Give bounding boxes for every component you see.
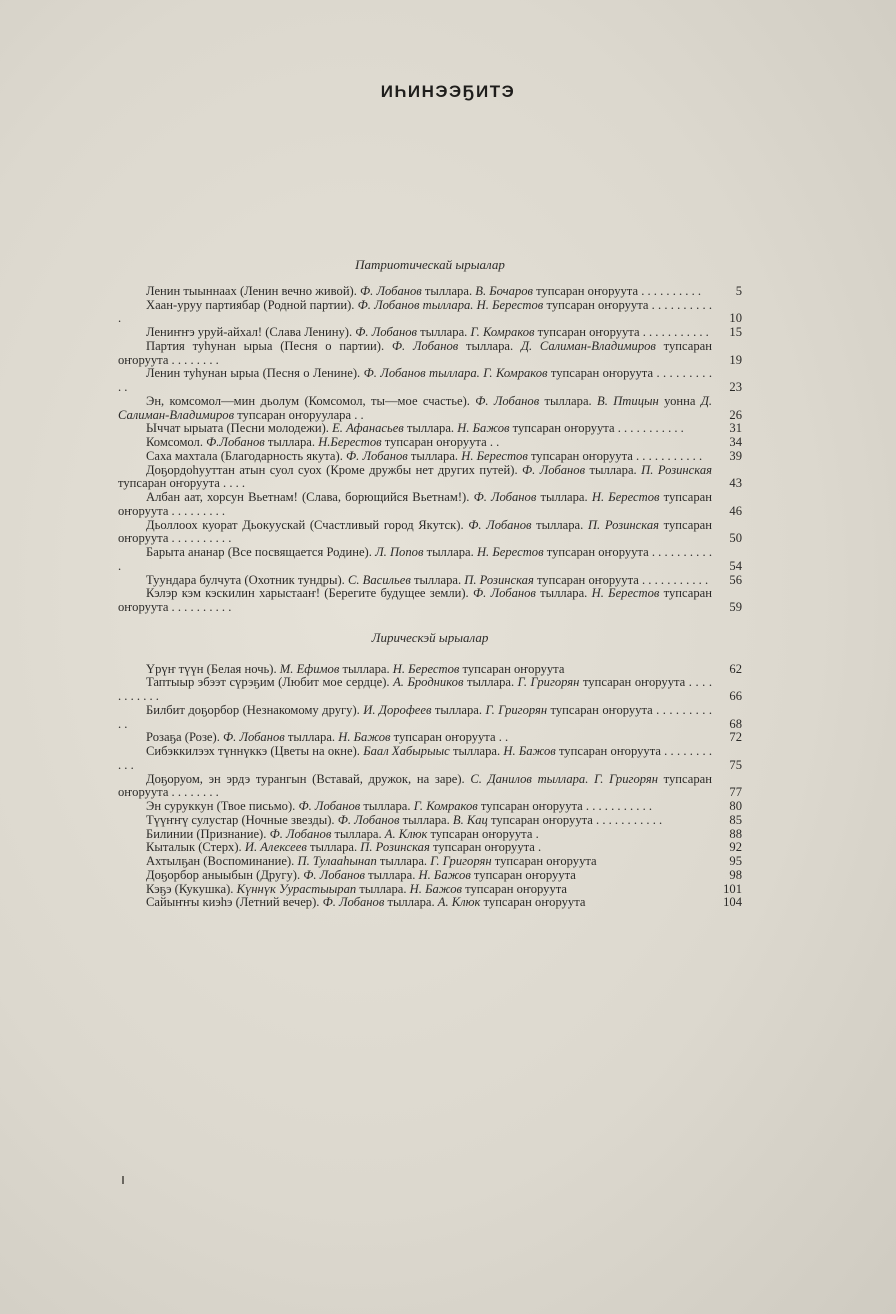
entry-text-part: тупсаран оҥоруута . . . . . . . . . . . — [533, 572, 709, 587]
entry-text-part: тупсаран оҥоруулара . . — [234, 407, 364, 422]
entry-author: Ф. Лобанов — [473, 586, 536, 601]
section-title: Патриотическай ырыалар — [355, 257, 505, 272]
entry-text-part: Ленин тыыннаах (Ленин вечно живой). — [146, 283, 361, 298]
entry-title — [118, 883, 718, 897]
entry-text-part: Ыччат ырыата (Песни молодежи). — [146, 421, 333, 436]
entry-page-number: 66 — [729, 689, 742, 703]
entry-author: Баал Хабырыыс — [363, 744, 450, 758]
entry-author: А. Клюк — [384, 826, 428, 841]
entry-author: Г. Комраков — [470, 325, 535, 339]
entry-author: Д. Салиман-Владимиров — [520, 338, 656, 353]
entry-text-part: Доҕордоһууттан атын суол суох (Кроме дружбы нет других путей). — [146, 462, 523, 477]
entry-author: Ф. Лобанов — [269, 826, 332, 841]
toc-entry — [118, 587, 742, 615]
toc-entry — [118, 422, 742, 436]
entry-text-part: тупсаран оҥоруута — [461, 881, 567, 896]
entry-text-part: тупсаран оҥоруута . . — [381, 435, 500, 449]
entry-text-part: тупсаран оҥоруута . . . . . . . . . — [118, 490, 712, 518]
entry-author: Ф.Лобанов — [206, 435, 265, 449]
entry-page-number: 92 — [729, 840, 742, 855]
entry-author: Ф. Лобанов — [298, 799, 361, 813]
section-lyrical — [118, 631, 742, 910]
entry-author: Ф. Лобанов — [475, 393, 540, 408]
entry-author: Ф. Лобанов — [346, 448, 408, 463]
entry-text-part: Ленин туһунан ырыа (Песня о Ленине). — [146, 366, 364, 381]
entry-page-number: 62 — [729, 661, 742, 676]
entry-text-part: тыллара. — [264, 435, 319, 449]
entry-text-part: тыллара. — [356, 881, 410, 896]
toc-entry — [118, 704, 742, 732]
toc-entry — [118, 450, 742, 464]
entry-text-part: Дьоллоох куорат Дьокуускай (Счастливый город Якутск). — [146, 517, 469, 532]
entry-page-number: 104 — [723, 895, 742, 910]
toc-entry — [118, 828, 742, 842]
entry-text-part: тыллара. — [331, 826, 385, 841]
entry-title — [118, 841, 718, 855]
entry-author: Г. Комраков — [413, 799, 478, 813]
entry-title — [118, 855, 718, 869]
entry-author: П. Розинская — [464, 572, 534, 587]
section-title: Лирическэй ырыалар — [371, 629, 489, 645]
entry-author: Н. Бажов — [503, 744, 556, 758]
entry-title — [118, 519, 718, 547]
entry-author: П. Розинская — [360, 840, 430, 855]
entry-title — [118, 299, 718, 327]
entry-text-part: тыллара. — [384, 895, 438, 910]
toc-entry — [118, 574, 742, 588]
entry-page-number: 5 — [735, 283, 742, 298]
entry-page-number: 39 — [729, 448, 742, 463]
entry-author: Н.Берестов — [318, 435, 382, 449]
toc-entry — [118, 676, 742, 704]
entry-text-part: тыллара. — [449, 744, 504, 758]
entry-text-part: тупсаран оҥоруута . . . . . . . . . . . — [487, 812, 663, 827]
toc-entry — [118, 773, 742, 801]
entry-text-part: тупсаран оҥоруута — [470, 867, 576, 882]
entry-title — [118, 367, 718, 395]
entry-author: Г. Григорян — [485, 702, 548, 717]
entry-text-part: Албан аат, хорсун Вьетнам! (Слава, борющийся Вьетнам!). — [146, 490, 474, 504]
entry-title — [118, 773, 718, 801]
entry-text-part: тыллара. — [536, 490, 592, 504]
entry-title — [118, 663, 718, 677]
entry-text-part: Хаан-уруу партиябар (Родной партии). — [146, 297, 358, 312]
toc-entry — [118, 731, 742, 745]
entry-page-number: 50 — [729, 531, 742, 546]
entry-author: Ф. Лобанов тыллара. Г. Комраков — [363, 366, 548, 381]
toc-entry — [118, 326, 742, 340]
entry-title — [118, 464, 718, 492]
entry-text-part: Түүҥҥү сулустар (Ночные звезды). — [146, 812, 338, 827]
entry-author: Н. Берестов — [392, 661, 460, 676]
entry-title — [118, 326, 718, 340]
entry-text-part: Партия туһунан ырыа (Песня о партии). — [146, 338, 392, 353]
entry-author: Н. Бажов — [457, 421, 510, 436]
entry-author: Д. Салиман-Владимиров — [118, 393, 712, 422]
entry-author: Ф. Лобанов — [337, 812, 400, 827]
toc-entry — [118, 436, 742, 450]
entry-author: Г. Григорян — [430, 854, 492, 868]
entry-text-part: Сайыҥҥы киэһэ (Летний вечер). — [146, 895, 323, 910]
entry-author: Ф. Лобанов — [355, 325, 417, 339]
toc-entry — [118, 896, 742, 910]
entry-text-part: тупсаран оҥоруута . . . . . . . . . . . — [534, 325, 709, 339]
table-of-contents — [118, 258, 742, 910]
entry-text-part: Розаҕа (Розе). — [146, 730, 224, 745]
toc-entry — [118, 491, 742, 519]
toc-entry — [118, 663, 742, 677]
entry-page-number: 19 — [729, 352, 742, 367]
entry-text-part: тыллара. — [407, 448, 462, 463]
entry-author: Ф. Лобанов — [468, 517, 532, 532]
entry-text-part: тупсаран оҥоруута . . . . . . . . — [118, 771, 713, 800]
toc-entry — [118, 367, 742, 395]
entry-text-part: Лениҥҥэ уруй-айхал! (Слава Ленину). — [146, 325, 356, 339]
entry-author: А. Клюк — [437, 895, 481, 910]
entry-text-part: тыллара. — [376, 854, 431, 868]
entry-text-part: тыллара. — [585, 462, 642, 477]
toc-entry — [118, 745, 742, 773]
toc-entry — [118, 464, 742, 492]
entry-title — [118, 800, 718, 814]
entry-author: Г. Григорян — [517, 675, 580, 690]
entry-title — [118, 395, 718, 423]
entry-text-part: тупсаран оҥоруута . . . . . . . . . . . — [118, 675, 712, 703]
entry-page-number: 56 — [729, 572, 742, 587]
entry-text-part: Сибэккилээх түннүккэ (Цветы на окне). — [146, 744, 364, 758]
entry-title — [118, 574, 718, 588]
entry-author: С. Данилов тыллара. Г. Григорян — [470, 771, 658, 786]
toc-entry — [118, 285, 742, 299]
toc-entry — [118, 814, 742, 828]
entry-author: П. Тулааһынап — [297, 854, 377, 868]
entry-text-part: Доҕоруом, эн эрдэ турангын (Вставай, дружок, на заре). — [146, 771, 471, 786]
entry-text-part: Ахтылҕан (Воспоминание). — [146, 854, 298, 868]
entry-text-part: тупсаран оҥоруута . . . . . . . . . . — [118, 586, 712, 614]
entry-text-part: тыллара. — [284, 730, 339, 745]
entry-author: Л. Попов — [375, 545, 424, 559]
entry-author: М. Ефимов — [279, 661, 340, 676]
entry-text-part: Барыта ананар (Все посвящается Родине). — [146, 545, 376, 559]
entry-title — [118, 869, 718, 883]
entry-text-part: Саха махтала (Благодарность якута). — [146, 448, 347, 463]
entry-text-part: тыллара. — [360, 799, 414, 813]
toc-entry — [118, 841, 742, 855]
entry-text-part: Комсомол. — [146, 435, 207, 449]
entry-title — [118, 704, 718, 732]
entry-title — [118, 676, 718, 704]
entry-text-part: тыллара. — [463, 675, 518, 690]
entry-text-part: Таптыыр эбээт сүрэҕим (Любит мое сердце). — [146, 675, 394, 690]
toc-entry — [118, 299, 742, 327]
entry-author: И. Дорофеев — [363, 702, 432, 717]
entry-page-number: 31 — [729, 421, 742, 436]
entry-page-number: 75 — [729, 757, 742, 772]
entry-page-number: 10 — [729, 311, 742, 326]
entry-text-part: Доҕорбор аныыбын (Другу). — [146, 867, 304, 882]
entry-page-number: 68 — [729, 716, 742, 731]
entry-author: Н. Бажов — [338, 730, 391, 745]
entry-text-part: тупсаран оҥоруута . . . . . . . . . . . — [477, 799, 653, 813]
entry-page-number: 72 — [729, 730, 742, 745]
entry-author: Н. Берестов — [591, 586, 660, 601]
entry-page-number: 15 — [729, 325, 742, 339]
entry-text-part: Кыталык (Стерх). — [146, 840, 245, 855]
entry-author: Күннүк Уурастыырап — [236, 881, 357, 896]
toc-entry — [118, 869, 742, 883]
entry-author: П. Розинская — [587, 517, 659, 532]
entry-title — [118, 491, 718, 519]
entry-text-part: тупсаран оҥоруута . . . . . . . . — [118, 338, 712, 367]
entry-author: А. Бродников — [393, 675, 464, 690]
section-patriotic — [118, 258, 742, 615]
entry-page-number: 26 — [729, 407, 742, 422]
entry-text-part: уонна — [658, 393, 701, 408]
entry-text-part: Эн суруккун (Твое письмо). — [146, 799, 299, 813]
entry-page-number: 77 — [729, 785, 742, 800]
entry-page-number: 43 — [729, 476, 742, 491]
entry-title — [118, 814, 718, 828]
entry-text-part: тупсаран оҥоруута . . . . . . . . . . . — [118, 366, 713, 394]
entry-text-part: тыллара. — [539, 393, 598, 408]
entry-title — [118, 546, 718, 574]
toc-entry — [118, 546, 742, 574]
entry-text-part: тыллара. — [417, 325, 471, 339]
entry-page-number: 23 — [729, 380, 742, 394]
entry-author: П. Розинская — [641, 462, 712, 477]
entry-author: Ф. Лобанов — [360, 283, 422, 298]
page-speck — [122, 1176, 124, 1184]
entry-title — [118, 436, 718, 450]
entry-text-part: тыллара. — [365, 867, 419, 882]
entry-author: Ф. Лобанов тыллара. Н. Берестов — [357, 297, 544, 312]
entry-author: Е. Афанасьев — [332, 421, 404, 436]
entry-page-number: 85 — [729, 812, 742, 827]
entry-text-part: тупсаран оҥоруута . — [427, 826, 539, 841]
entry-page-number: 80 — [729, 799, 742, 813]
entry-page-number: 98 — [729, 867, 742, 882]
entry-page-number: 101 — [723, 881, 742, 896]
entry-author: Ф. Лобанов — [223, 730, 285, 745]
entry-title — [118, 587, 718, 615]
entry-text-part: тыллара. — [431, 702, 486, 717]
entry-author: И. Алексеев — [244, 840, 307, 855]
entry-list — [118, 285, 742, 615]
entry-page-number: 46 — [729, 503, 742, 518]
entry-author: С. Васильев — [347, 572, 411, 587]
entry-list — [118, 663, 742, 911]
entry-text-part: тупсаран оҥоруута . . — [390, 730, 509, 745]
entry-text-part: тупсаран оҥоруута . . . . . . . . . . . — [118, 702, 712, 731]
entry-page-number: 95 — [729, 854, 742, 868]
toc-entry — [118, 519, 742, 547]
entry-text-part: тыллара. — [423, 545, 477, 559]
entry-page-number: 34 — [729, 435, 742, 449]
entry-author: Н. Берестов — [476, 545, 544, 559]
entry-text-part: Туундара булчута (Охотник тундры). — [146, 572, 348, 587]
entry-text-part: тыллара. — [399, 812, 453, 827]
entry-author: В. Бочаров — [475, 283, 534, 298]
entry-title — [118, 828, 718, 842]
entry-text-part: Үрүҥ түүн (Белая ночь). — [146, 661, 280, 676]
entry-author: Ф. Лобанов — [391, 338, 459, 353]
entry-page-number: 59 — [729, 600, 742, 614]
entry-title — [118, 450, 718, 464]
entry-text-part: тупсаран оҥоруута — [491, 854, 597, 868]
entry-text-part: тупсаран оҥоруута . . . . . . . . . . . — [509, 421, 684, 436]
entry-text-part: Эн, комсомол—мин дьолум (Комсомол, ты—мое счастье). — [146, 393, 476, 408]
entry-page-number: 54 — [729, 558, 742, 573]
entry-author: Ф. Лобанов — [322, 895, 385, 910]
entry-text-part: тупсаран оҥоруута . . . . . . . . . . — [118, 517, 712, 546]
entry-text-part: тыллара. — [531, 517, 588, 532]
entry-text-part: Билбит доҕорбор (Незнакомому другу). — [146, 702, 364, 717]
entry-text-part: тупсаран оҥоруута . . . . . . . . . . . — [118, 744, 712, 772]
entry-text-part: тупсаран оҥоруута — [459, 661, 565, 676]
entry-author: Н. Берестов — [461, 448, 528, 463]
entry-text-part: тыллара. — [410, 572, 465, 587]
entry-author: Ф. Лобанов — [473, 490, 537, 504]
entry-text-part: Билинии (Признание). — [146, 826, 270, 841]
entry-author: В. Птицын — [597, 393, 659, 408]
entry-page-number: 88 — [729, 826, 742, 841]
toc-entry — [118, 395, 742, 423]
entry-text-part: тупсаран оҥоруута . . . . — [118, 476, 246, 491]
entry-text-part: тупсаран оҥоруута . — [429, 840, 542, 855]
entry-title — [118, 422, 718, 436]
entry-text-part: тупсаран оҥоруута . . . . . . . . . . — [533, 283, 702, 298]
entry-author: Ф. Лобанов — [303, 867, 366, 882]
entry-author: Н. Бажов — [418, 867, 471, 882]
entry-text-part: Кэҕэ (Кукушка). — [146, 881, 237, 896]
entry-text-part: тыллара. — [535, 586, 592, 601]
entry-author: В. Кац — [452, 812, 488, 827]
entry-text-part: тыллара. — [306, 840, 361, 855]
toc-entry — [118, 340, 742, 368]
entry-title — [118, 285, 718, 299]
toc-entry — [118, 800, 742, 814]
entry-text-part: тыллара. — [339, 661, 393, 676]
toc-entry — [118, 883, 742, 897]
entry-title — [118, 896, 718, 910]
entry-text-part: тыллара. — [421, 283, 476, 298]
entry-text-part: Кэлэр кэм кэскилин харыстааҥ! (Берегите будущее земли). — [146, 586, 473, 601]
entry-text-part: тупсаран оҥоруута . . . . . . . . . . . — [118, 297, 712, 326]
entry-title — [118, 745, 718, 773]
entry-text-part: тыллара. — [458, 338, 521, 353]
entry-author: Н. Бажов — [409, 881, 462, 896]
entry-author: Ф. Лобанов — [522, 462, 586, 477]
entry-text-part: тупсаран оҥоруута . . . . . . . . . . . — [527, 448, 703, 463]
entry-title — [118, 731, 718, 745]
toc-entry — [118, 855, 742, 869]
page-title: ИҺИНЭЭҔИТЭ — [380, 82, 516, 101]
entry-author: Н. Берестов — [591, 490, 660, 504]
entry-title — [118, 340, 718, 368]
entry-text-part: тупсаран оҥоруута . . . . . . . . . . . — [118, 545, 712, 573]
entry-text-part: тыллара. — [403, 421, 458, 436]
entry-text-part: тупсаран оҥоруута — [480, 895, 586, 910]
